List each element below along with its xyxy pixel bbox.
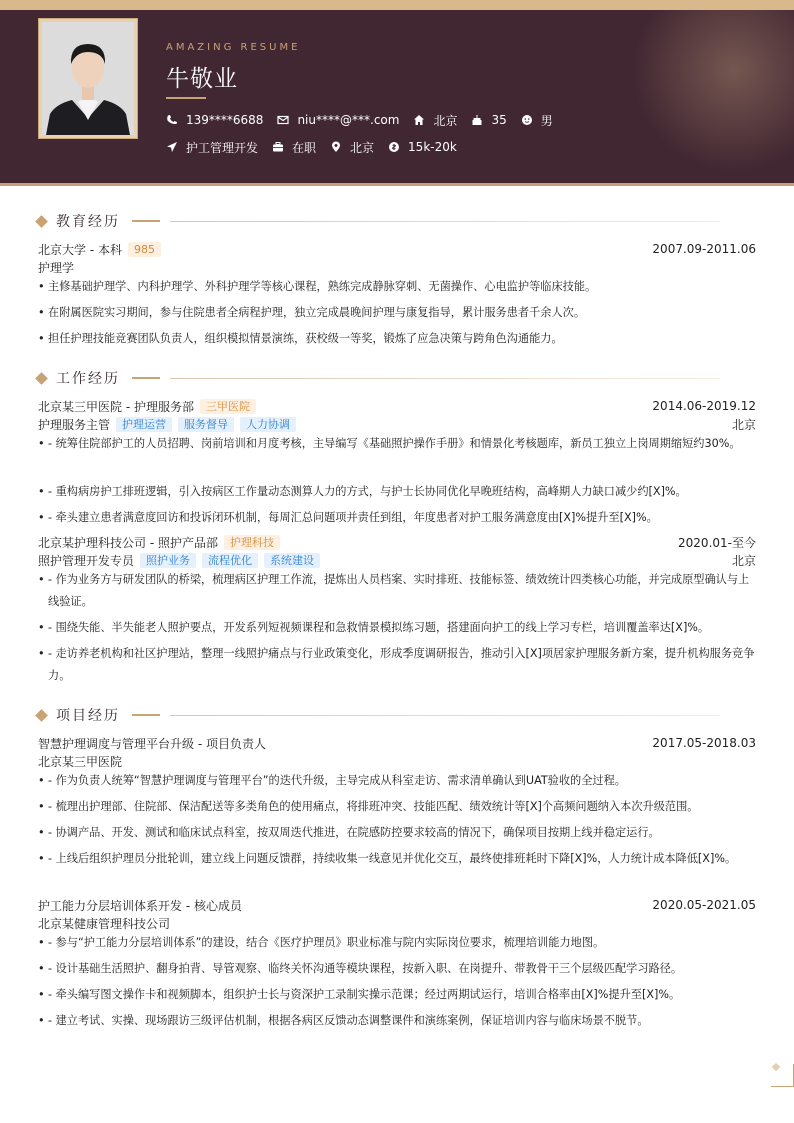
- list-item: • 担任护理技能竞赛团队负责人，组织模拟情景演练，获校级一等奖，锻炼了应急决策与跨角色沟通能力。: [38, 328, 756, 350]
- project-org-text: 北京某三甲医院: [38, 754, 123, 769]
- send-icon: [166, 141, 178, 153]
- list-item: • - 重构病房护工排班逻辑，引入按病区工作量动态测算人力的方式，与护士长协同优化早晚班结构，高峰期人力缺口减少约[X]%。: [38, 481, 756, 503]
- list-item: • - 围绕失能、半失能老人照护要点，开发系列短视频课程和急救情景模拟练习题，搭建面向护工的线上学习专栏，培训覆盖率达[X]%。: [38, 617, 756, 639]
- work-city-item: [330, 139, 374, 156]
- role-text: 护理服务主管: [38, 417, 111, 432]
- job-info-row: [166, 138, 471, 156]
- list-item: • - 走访养老机构和社区护理站，整理一线照护痛点与行业政策变化，形成季度调研报告，推动引入[X]项居家护理服务新方案，提升机构服务竞争力。: [38, 643, 756, 687]
- company-dept: 北京某护理科技公司 - 照护产品部: [38, 535, 218, 550]
- list-item: • - 作为负责人统筹“智慧护理调度与管理平台”的迭代升级，主导完成从科室走访、需求清单确认到UAT验收的全过程。: [38, 770, 756, 792]
- project-entry-head: [38, 735, 756, 751]
- city-item: [413, 112, 457, 129]
- section-title-text: 工作经历: [56, 371, 120, 387]
- work-location: 北京: [731, 417, 756, 432]
- school-degree: 北京大学 - 本科: [38, 242, 122, 257]
- profile-photo-frame: [38, 18, 138, 139]
- section-diamond-icon: [35, 372, 48, 385]
- cake-icon: [471, 114, 483, 126]
- portrait-image: [42, 22, 134, 135]
- header-bottom-line: [0, 183, 794, 186]
- resume-header: [0, 10, 794, 186]
- education-major: [38, 259, 756, 275]
- email-item: [277, 113, 399, 127]
- age-text: 35: [491, 113, 507, 127]
- section-line: [170, 221, 720, 222]
- projects-section-title: [34, 705, 720, 725]
- briefcase-icon: [272, 141, 284, 153]
- list-item: • - 协调产品、开发、测试和临床试点科室，按双周迭代推进，在院感防控要求较高的情况下，确保项目按期上线并稳定运行。: [38, 822, 756, 844]
- header-glow: [614, 10, 794, 170]
- role-tag: 服务督导: [178, 417, 234, 432]
- list-item: • 在附属医院实习期间，参与住院患者全病程护理，独立完成晨晚间护理与康复指导，累计服务患者千余人次。: [38, 302, 756, 324]
- age-item: [471, 113, 506, 127]
- section-dash: [132, 220, 160, 222]
- project-org: [38, 915, 756, 931]
- phone-item: [166, 113, 263, 127]
- company-tag: 护理科技: [224, 535, 280, 550]
- top-accent-bar: [0, 0, 794, 10]
- resume-kicker: AMAZING RESUME: [166, 42, 301, 53]
- salary-icon: [388, 141, 400, 153]
- work-section-title: [34, 368, 720, 388]
- work-location: 北京: [731, 553, 756, 568]
- city-text: 北京: [433, 113, 458, 128]
- role-tag: 人力协调: [240, 417, 296, 432]
- salary-text: 15k-20k: [408, 140, 457, 154]
- section-dash: [132, 377, 160, 379]
- target-job-text: 护工管理开发: [186, 140, 259, 155]
- work-date: 2014.06-2019.12: [652, 399, 756, 413]
- work-date: 2020.01-至今: [678, 535, 756, 550]
- profile-photo: [42, 22, 134, 135]
- section-line: [170, 378, 720, 379]
- target-job-item: [166, 139, 258, 156]
- status-text: 在职: [292, 140, 317, 155]
- status-item: [272, 139, 316, 156]
- gender-item: [521, 112, 553, 129]
- project-date: 2020.05-2021.05: [652, 898, 756, 912]
- education-entry-head: [38, 241, 756, 257]
- section-title-text: 项目经历: [56, 708, 120, 724]
- role-tag: 流程优化: [202, 553, 258, 568]
- list-item: • - 上线后组织护理员分批轮训，建立线上问题反馈群，持续收集一线意见并优化交互，最终使排班耗时下降[X]%，人力统计成本降低[X]%。: [38, 848, 756, 870]
- mail-icon: [277, 114, 289, 126]
- role-text: 照护管理开发专员: [38, 553, 135, 568]
- contact-info-row: [166, 111, 567, 129]
- list-item: • - 建立考试、实操、现场跟访三级评估机制，根据各病区反馈动态调整课件和演练案例，保证培训内容与临床场景不脱节。: [38, 1010, 756, 1032]
- education-section-title: [34, 211, 720, 231]
- project-name-role: 护工能力分层培训体系开发 - 核心成员: [38, 898, 242, 913]
- list-item: • - 梳理出护理部、住院部、保洁配送等多类角色的使用痛点，将排班冲突、技能匹配、绩效统计等[X]个高频问题纳入本次升级范围。: [38, 796, 756, 818]
- project-org: [38, 753, 756, 769]
- work-entry-head: [38, 398, 756, 414]
- project-name-role: 智慧护理调度与管理平台升级 - 项目负责人: [38, 736, 266, 751]
- phone-text: 139****6688: [186, 113, 264, 127]
- section-line: [170, 715, 720, 716]
- work-city-text: 北京: [350, 140, 375, 155]
- company-tag: 三甲医院: [200, 399, 256, 414]
- list-item: • - 作为业务方与研发团队的桥梁，梳理病区护理工作流，提炼出人员档案、实时排班、技能标签、绩效统计四类核心功能，并完成原型确认与上线验证。: [38, 569, 756, 613]
- project-entry-head: [38, 897, 756, 913]
- list-item: • 主修基础护理学、内科护理学、外科护理学等核心课程，熟练完成静脉穿刺、无菌操作、心电监护等临床技能。: [38, 276, 756, 298]
- name-underline: [166, 97, 206, 99]
- candidate-name: 牛敬业: [166, 66, 238, 92]
- phone-icon: [166, 114, 178, 126]
- project-date: 2017.05-2018.03: [652, 736, 756, 750]
- location-pin-icon: [330, 141, 342, 153]
- work-role-row: [38, 552, 756, 568]
- home-icon: [413, 114, 425, 126]
- work-entry-head: [38, 534, 756, 550]
- gender-icon: [521, 114, 533, 126]
- section-diamond-icon: [35, 215, 48, 228]
- role-tag: 护理运营: [116, 417, 172, 432]
- list-item: • - 设计基础生活照护、翻身拍背、导管观察、临终关怀沟通等模块课程，按新入职、在岗提升、带教骨干三个层级匹配学习路径。: [38, 958, 756, 980]
- company-dept: 北京某三甲医院 - 护理服务部: [38, 399, 194, 414]
- role-tag: 照护业务: [140, 553, 196, 568]
- email-text: niu****@***.com: [297, 113, 400, 127]
- major-text: 护理学: [38, 260, 75, 275]
- list-item: • - 牵头建立患者满意度回访和投诉闭环机制，每周汇总问题项并责任到组，年度患者对护工服务满意度由[X]%提升至[X]%。: [38, 507, 756, 529]
- list-item: • - 统筹住院部护工的人员招聘、岗前培训和月度考核，主导编写《基础照护操作手册》和情景化考核题库，新员工独立上岗周期缩短约30%。: [38, 433, 756, 455]
- project-org-text: 北京某健康管理科技公司: [38, 916, 171, 931]
- section-title-text: 教育经历: [56, 214, 120, 230]
- page-corner-ornament: [771, 1064, 794, 1087]
- section-diamond-icon: [35, 709, 48, 722]
- school-tag: 985: [128, 242, 161, 257]
- role-tag: 系统建设: [264, 553, 320, 568]
- section-dash: [132, 714, 160, 716]
- list-item: • - 参与“护工能力分层培训体系”的建设，结合《医疗护理员》职业标准与院内实际岗位要求，梳理培训能力地图。: [38, 932, 756, 954]
- education-date: 2007.09-2011.06: [652, 242, 756, 256]
- salary-item: [388, 140, 457, 154]
- gender-text: 男: [540, 113, 553, 128]
- list-item: • - 牵头编写图文操作卡和视频脚本，组织护士长与资深护工录制实操示范课；经过两期试运行，培训合格率由[X]%提升至[X]%。: [38, 984, 756, 1006]
- work-role-row: [38, 416, 756, 432]
